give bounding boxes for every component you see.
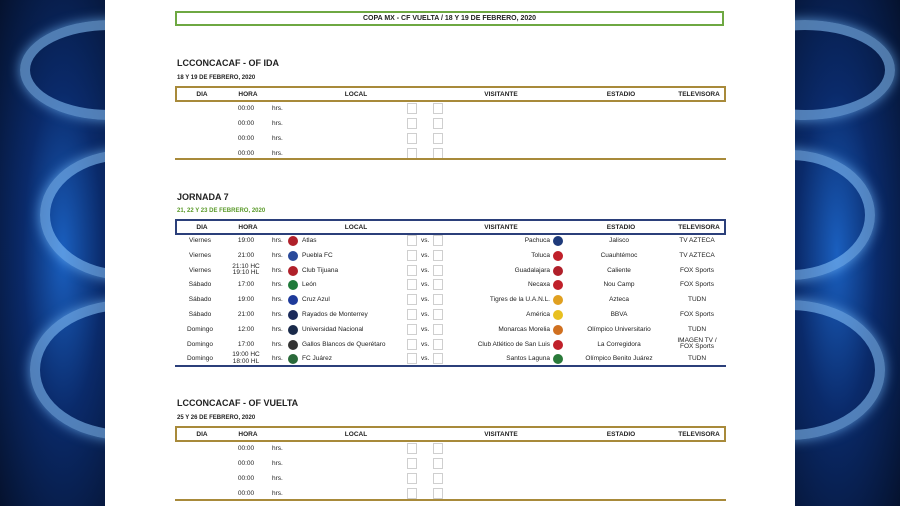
local-team: Puebla FC <box>302 251 333 259</box>
vs-label: vs. <box>421 237 430 244</box>
score-box[interactable] <box>433 353 443 364</box>
vs-label: vs. <box>421 266 430 274</box>
table-header <box>175 86 726 102</box>
vs-label: vs. <box>421 311 430 318</box>
header-visitante: VISITANTE <box>484 431 518 438</box>
header-hora: HORA <box>238 224 258 231</box>
section-title-ida: LCCONCACAF - OF IDA <box>177 58 279 68</box>
visitante-team: Pachuca <box>524 237 550 244</box>
visitante-team: Tigres de la U.A.N.L. <box>489 296 550 304</box>
local-team: FC Juárez <box>302 355 332 363</box>
local-team: Club Tijuana <box>302 266 339 274</box>
score-box[interactable] <box>407 488 417 499</box>
visitante-team-logo <box>553 340 563 350</box>
estadio-cell: La Corregidora <box>597 340 641 348</box>
estadio-cell: Olímpico Benito Juárez <box>585 355 653 363</box>
table-row <box>175 117 726 131</box>
header-local: LOCAL <box>344 91 368 98</box>
table-row <box>175 442 726 456</box>
hora-cell: 00:00 <box>237 135 255 142</box>
hora-cell: 00:00 <box>237 120 255 127</box>
score-box[interactable] <box>407 353 417 364</box>
estadio-cell: Caliente <box>607 266 631 274</box>
score-box[interactable] <box>407 103 417 114</box>
televisora-cell: FOX Sports <box>680 266 714 274</box>
score-box[interactable] <box>433 118 443 129</box>
hora-cell: 00:00 <box>237 445 255 452</box>
score-box[interactable] <box>433 265 443 276</box>
score-box[interactable] <box>407 294 417 305</box>
score-box[interactable] <box>407 339 417 350</box>
visitante-team-logo <box>553 251 563 261</box>
televisora-cell <box>677 338 716 351</box>
score-box[interactable] <box>433 250 443 261</box>
vs-label: vs. <box>421 355 430 363</box>
header-local: LOCAL <box>344 431 368 438</box>
table-row <box>175 323 726 337</box>
hora-cell: 21:00 <box>237 311 255 318</box>
hrs-label: hrs. <box>272 325 283 333</box>
score-box[interactable] <box>407 324 417 335</box>
header-local: LOCAL <box>344 224 368 231</box>
hrs-label: hrs. <box>272 311 283 318</box>
header-televisora: TELEVISORA <box>678 91 720 98</box>
estadio-cell: Cuauhtémoc <box>600 251 638 259</box>
hora-cell: 00:00 <box>237 475 255 482</box>
visitante-team-logo <box>553 295 563 305</box>
header-televisora: TELEVISORA <box>678 224 720 231</box>
visitante-team-logo <box>553 310 563 320</box>
hrs-label: hrs. <box>272 340 283 348</box>
header-televisora: TELEVISORA <box>678 431 720 438</box>
visitante-team: Club Atlético de San Luis <box>477 340 550 348</box>
vs-label: vs. <box>421 296 430 304</box>
hora-cell: 17:00 <box>237 340 255 348</box>
hrs-label: hrs. <box>272 266 283 274</box>
hrs-label: hrs. <box>272 150 283 157</box>
section-title-jornada: JORNADA 7 <box>177 192 229 202</box>
section-date-jornada: 21, 22 Y 23 DE FEBRERO, 2020 <box>177 208 266 214</box>
visitante-team: Santos Laguna <box>506 355 550 363</box>
televisora-cell: TV AZTECA <box>679 237 715 244</box>
decor-ring <box>795 20 895 120</box>
score-box[interactable] <box>433 235 443 246</box>
hrs-label: hrs. <box>272 445 283 452</box>
score-box[interactable] <box>433 309 443 320</box>
hrs-label: hrs. <box>272 460 283 467</box>
score-box[interactable] <box>433 279 443 290</box>
score-box[interactable] <box>433 458 443 469</box>
header-dia: DIA <box>196 431 208 438</box>
estadio-cell: Azteca <box>609 296 629 304</box>
table-row <box>175 102 726 116</box>
dia-cell: Sábado <box>188 281 212 289</box>
estadio-cell: Nou Camp <box>603 281 635 289</box>
estadio-cell: Olímpico Universitario <box>587 325 651 333</box>
header-hora: HORA <box>238 431 258 438</box>
hrs-label: hrs. <box>272 135 283 142</box>
table-row <box>175 132 726 146</box>
background-left <box>0 0 105 506</box>
header-visitante: VISITANTE <box>484 91 518 98</box>
hora-cell: 19:00 <box>237 237 255 244</box>
hrs-label: hrs. <box>272 475 283 482</box>
dia-cell: Domingo <box>186 355 214 363</box>
header-dia: DIA <box>196 224 208 231</box>
dia-cell: Viernes <box>189 251 211 259</box>
top-banner: COPA MX - CF VUELTA / 18 Y 19 DE FEBRERO, 2020 <box>175 11 724 26</box>
hora-cell: 00:00 <box>237 460 255 467</box>
hora-line: 21:10 HC <box>232 262 260 270</box>
score-box[interactable] <box>407 250 417 261</box>
visitante-team: Necaxa <box>527 281 550 289</box>
local-team-logo <box>288 354 298 364</box>
score-box[interactable] <box>407 473 417 484</box>
decor-ring <box>30 300 105 440</box>
hora-cell: 17:00 <box>237 281 255 289</box>
local-team: León <box>302 281 317 289</box>
score-box[interactable] <box>433 443 443 454</box>
dia-cell: Domingo <box>186 325 214 333</box>
visitante-team-logo <box>553 325 563 335</box>
hrs-label: hrs. <box>272 237 283 244</box>
hrs-label: hrs. <box>272 490 283 497</box>
hora-line: 18:00 HL <box>232 357 260 365</box>
hrs-label: hrs. <box>272 355 283 363</box>
visitante-team: América <box>526 311 550 318</box>
local-team: Universidad Nacional <box>302 325 364 333</box>
hora-cell: 21:00 <box>237 251 255 259</box>
table-row <box>175 278 726 292</box>
section-date-vuelta: 25 Y 26 DE FEBRERO, 2020 <box>177 415 256 421</box>
table-row <box>175 264 726 278</box>
hora-cell: 00:00 <box>237 490 255 497</box>
table-header <box>175 219 726 235</box>
hrs-label: hrs. <box>272 105 283 112</box>
hora-cell <box>232 264 259 277</box>
table-row <box>175 234 726 248</box>
televisora-cell: FOX Sports <box>680 311 714 318</box>
hora-line: 19:00 HC <box>232 351 260 359</box>
visitante-team-logo <box>553 236 563 246</box>
hrs-label: hrs. <box>272 251 283 259</box>
visitante-team: Guadalajara <box>514 266 550 274</box>
score-box[interactable] <box>433 488 443 499</box>
hora-cell: 00:00 <box>237 150 255 157</box>
televisora-cell: TUDN <box>687 296 707 304</box>
section-date-ida: 18 Y 19 DE FEBRERO, 2020 <box>177 75 256 81</box>
decor-ring <box>795 150 875 280</box>
score-box[interactable] <box>407 279 417 290</box>
table-bottom-rule <box>175 158 726 160</box>
header-visitante: VISITANTE <box>484 224 518 231</box>
table-bottom-rule <box>175 499 726 501</box>
local-team-logo <box>288 236 298 246</box>
score-box[interactable] <box>407 265 417 276</box>
score-box[interactable] <box>433 339 443 350</box>
hora-cell <box>232 352 259 365</box>
local-team: Cruz Azul <box>302 296 330 304</box>
header-hora: HORA <box>238 91 258 98</box>
decor-ring <box>40 150 105 280</box>
score-box[interactable] <box>433 133 443 144</box>
score-box[interactable] <box>407 458 417 469</box>
background-right <box>795 0 900 506</box>
tv-line: IMAGEN TV / <box>677 336 717 344</box>
dia-cell: Sábado <box>188 296 212 304</box>
table-row <box>175 293 726 307</box>
vs-label: vs. <box>421 340 430 348</box>
score-box[interactable] <box>407 133 417 144</box>
score-box[interactable] <box>433 103 443 114</box>
tv-line: FOX Sports <box>680 343 714 351</box>
hora-line: 19:10 HL <box>232 269 260 277</box>
table-row <box>175 457 726 471</box>
table-row <box>175 308 726 322</box>
estadio-cell: Jalisco <box>609 237 629 244</box>
visitante-team-logo <box>553 280 563 290</box>
local-team-logo <box>288 266 298 276</box>
hora-cell: 19:00 <box>237 296 255 304</box>
local-team-logo <box>288 310 298 320</box>
vs-label: vs. <box>421 325 430 333</box>
score-box[interactable] <box>407 235 417 246</box>
visitante-team-logo <box>553 266 563 276</box>
hora-cell: 12:00 <box>237 325 255 333</box>
score-box[interactable] <box>407 309 417 320</box>
hrs-label: hrs. <box>272 281 283 289</box>
header-estadio: ESTADIO <box>606 431 636 438</box>
table-bottom-rule <box>175 365 726 367</box>
score-box[interactable] <box>433 324 443 335</box>
table-header <box>175 426 726 442</box>
televisora-cell: TUDN <box>687 325 707 333</box>
table-row <box>175 472 726 486</box>
local-team: Rayados de Monterrey <box>302 311 368 318</box>
section-title-vuelta: LCCONCACAF - OF VUELTA <box>177 398 299 408</box>
televisora-cell: TUDN <box>687 355 707 363</box>
dia-cell: Viernes <box>189 266 211 274</box>
visitante-team-logo <box>553 354 563 364</box>
decor-ring <box>795 300 885 440</box>
dia-cell: Sábado <box>188 311 212 318</box>
header-estadio: ESTADIO <box>606 224 636 231</box>
visitante-team: Toluca <box>531 251 550 259</box>
local-team-logo <box>288 280 298 290</box>
score-box[interactable] <box>407 118 417 129</box>
local-team: Gallos Blancos de Querétaro <box>302 340 386 348</box>
score-box[interactable] <box>433 473 443 484</box>
local-team-logo <box>288 295 298 305</box>
visitante-team: Monarcas Morelia <box>498 325 550 333</box>
local-team-logo <box>288 340 298 350</box>
hrs-label: hrs. <box>272 120 283 127</box>
vs-label: vs. <box>421 281 430 289</box>
table-row <box>175 338 726 352</box>
televisora-cell: FOX Sports <box>680 281 714 289</box>
local-team-logo <box>288 325 298 335</box>
score-box[interactable] <box>433 294 443 305</box>
score-box[interactable] <box>407 443 417 454</box>
hrs-label: hrs. <box>272 296 283 304</box>
header-estadio: ESTADIO <box>606 91 636 98</box>
hora-cell: 00:00 <box>237 105 255 112</box>
header-dia: DIA <box>196 91 208 98</box>
decor-ring <box>20 20 105 120</box>
local-team: Atlas <box>302 237 317 244</box>
schedule-sheet <box>105 0 795 506</box>
local-team-logo <box>288 251 298 261</box>
vs-label: vs. <box>421 251 430 259</box>
table-row <box>175 249 726 263</box>
dia-cell: Viernes <box>189 237 211 244</box>
dia-cell: Domingo <box>186 340 214 348</box>
estadio-cell: BBVA <box>610 311 628 318</box>
televisora-cell: TV AZTECA <box>679 251 715 259</box>
